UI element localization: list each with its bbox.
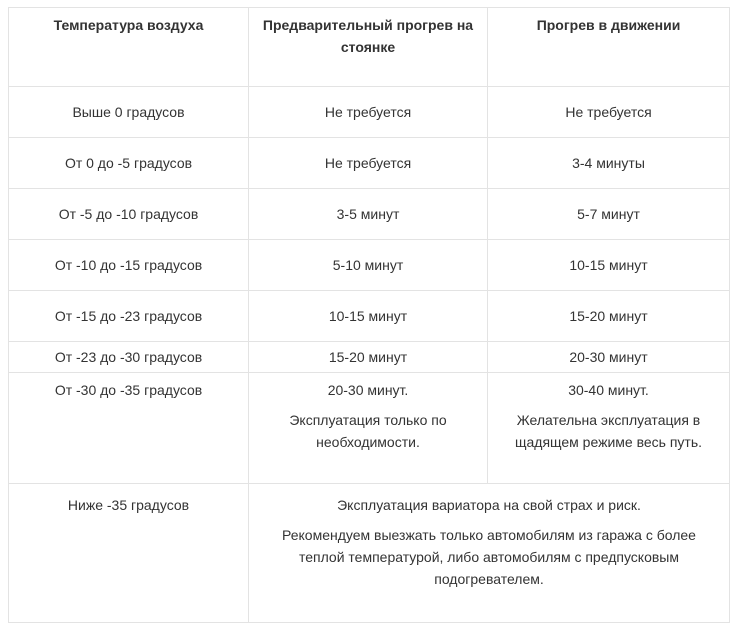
cell-temperature: От -23 до -30 градусов: [9, 342, 249, 373]
driving-time-text: 30-40 минут.: [568, 382, 649, 398]
cell-temperature: Выше 0 градусов: [9, 87, 249, 138]
cell-parking-warmup: Не требуется: [249, 138, 488, 189]
cell-driving-warmup: 3-4 минуты: [488, 138, 730, 189]
table-row: [9, 189, 730, 240]
table-row: [9, 138, 730, 189]
cell-driving-warmup: 20-30 минут: [488, 342, 730, 373]
cell-temperature: От 0 до -5 градусов: [9, 138, 249, 189]
cell-driving-warmup: 10-15 минут: [488, 240, 730, 291]
cell-temperature: От -10 до -15 градусов: [9, 240, 249, 291]
header-temperature: Температура воздуха: [9, 8, 249, 87]
cell-parking-warmup: [249, 373, 488, 484]
table-row: [9, 291, 730, 342]
cell-parking-warmup: 3-5 минут: [249, 189, 488, 240]
cell-temperature: От -30 до -35 градусов: [9, 373, 249, 484]
parking-note-text: Эксплуатация только по необходимости.: [289, 412, 447, 450]
cell-parking-warmup: 10-15 минут: [249, 291, 488, 342]
cell-temperature: От -15 до -23 градусов: [9, 291, 249, 342]
cell-driving-warmup: 5-7 минут: [488, 189, 730, 240]
table-row: [9, 484, 730, 623]
cell-temperature: От -5 до -10 градусов: [9, 189, 249, 240]
cell-driving-warmup: 15-20 минут: [488, 291, 730, 342]
risk-note-text: Эксплуатация вариатора на свой страх и риск.: [337, 497, 641, 513]
cell-driving-warmup: [488, 373, 730, 484]
warmup-table: [8, 7, 730, 623]
table-row: [9, 373, 730, 484]
header-driving-warmup: Прогрев в движении: [488, 8, 730, 87]
cell-merged-note: [249, 484, 730, 623]
cell-parking-warmup: 15-20 минут: [249, 342, 488, 373]
cell-parking-warmup: Не требуется: [249, 87, 488, 138]
recommendation-text: Рекомендуем выезжать только автомобилям из гаража с более теплой температурой, либо автомобилям с предпусковым подогревателем.: [282, 527, 696, 587]
cell-parking-warmup: 5-10 минут: [249, 240, 488, 291]
table-header-row: [9, 8, 730, 87]
table-row: [9, 87, 730, 138]
cell-temperature: Ниже -35 градусов: [9, 484, 249, 623]
parking-time-text: 20-30 минут.: [327, 382, 409, 398]
header-parking-warmup: Предварительный прогрев на стоянке: [249, 8, 488, 87]
table-row: [9, 240, 730, 291]
driving-note-text: Желательна эксплуатация в щадящем режиме весь путь.: [514, 412, 703, 450]
table-row: [9, 342, 730, 373]
cell-driving-warmup: Не требуется: [488, 87, 730, 138]
